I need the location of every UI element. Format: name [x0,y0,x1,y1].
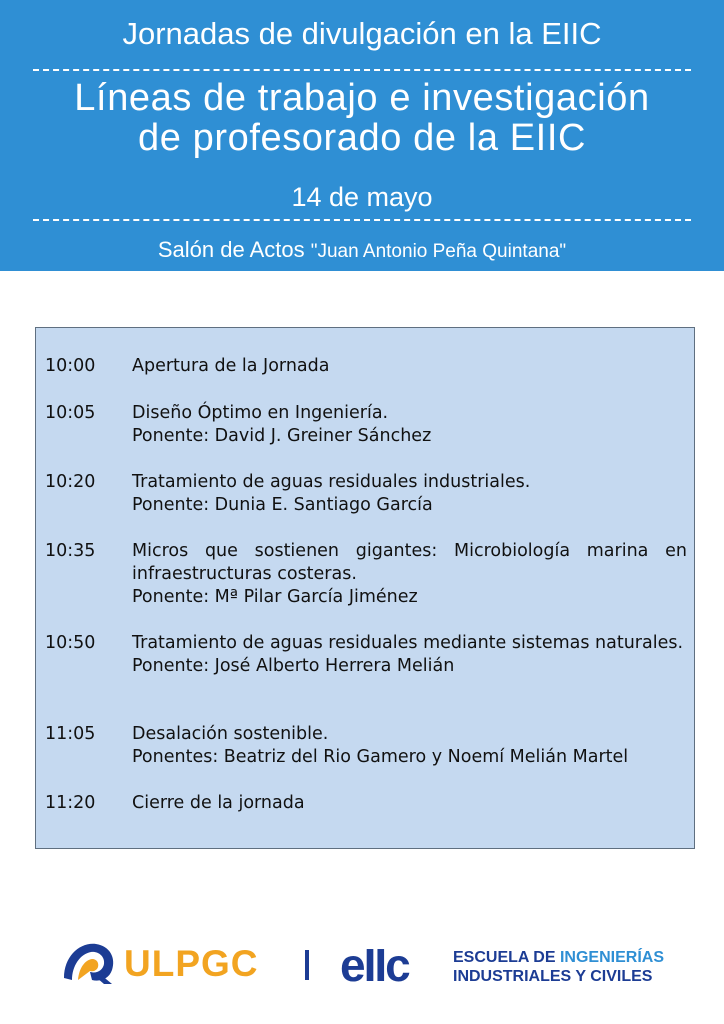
program-title: Cierre de la jornada [132,793,305,813]
eiic-name-line-2: INDUSTRIALES Y CIVILES [453,968,653,985]
eiic-logo-mark: eIIc [340,939,409,991]
program-speaker: Ponente: José Alberto Herrera Melián [132,656,455,676]
program-item [45,632,687,678]
program-title: Apertura de la Jornada [132,356,330,376]
header-banner [0,0,724,271]
dashed-divider-top [33,69,691,71]
program-time: 10:35 [45,541,96,561]
eiic-name-part: ESCUELA DE [453,949,560,966]
program-time: 11:20 [45,793,96,813]
ulpgc-logo-text: ULPGC [124,943,259,984]
program-time: 10:20 [45,472,96,492]
program-speaker: Ponente: Dunia E. Santiago García [132,495,433,515]
eiic-name-accent: INGENIERÍAS [559,949,664,966]
main-title [0,78,724,158]
event-date: 14 de mayo [291,182,433,212]
program-box [35,327,695,849]
main-title-line-1: Líneas de trabajo e investigación [74,77,650,119]
program-title: Tratamiento de aguas residuales mediante sistemas naturales. [132,633,684,653]
program-time: 10:05 [45,403,96,423]
program-title: Tratamiento de aguas residuales industriales. [132,472,531,492]
venue [0,236,724,266]
program-title: Micros que sostienen gigantes: Microbiología marina en infraestructuras costeras. [132,541,687,584]
footer-logos [0,930,724,1000]
program-time: 11:05 [45,724,96,744]
logo-separator [305,950,309,980]
program-item [45,471,687,517]
program-speaker: Ponentes: Beatriz del Rio Gamero y Noemí Melián Martel [132,747,629,767]
venue-prefix: Salón de Actos [157,237,311,262]
program-item [45,402,687,448]
program-time: 10:50 [45,633,96,653]
program-title: Diseño Óptimo en Ingeniería. [132,403,389,423]
program-item [45,355,687,378]
venue-name: "Juan Antonio Peña Quintana" [310,241,567,262]
event-series-title: Jornadas de divulgación en la EIIC [122,16,602,51]
main-title-line-2: de profesorado de la EIIC [137,117,587,159]
dashed-divider-bottom [33,219,691,221]
program-speaker: Ponente: Mª Pilar García Jiménez [132,587,418,607]
program-title: Desalación sostenible. [132,724,329,744]
program-time: 10:00 [45,356,96,376]
program-item [45,792,687,815]
program-item [45,540,687,609]
program-speaker: Ponente: David J. Greiner Sánchez [132,426,432,446]
program-item [45,723,687,769]
ulpgc-logo-icon [60,938,118,986]
eiic-name-line-1 [453,948,664,967]
